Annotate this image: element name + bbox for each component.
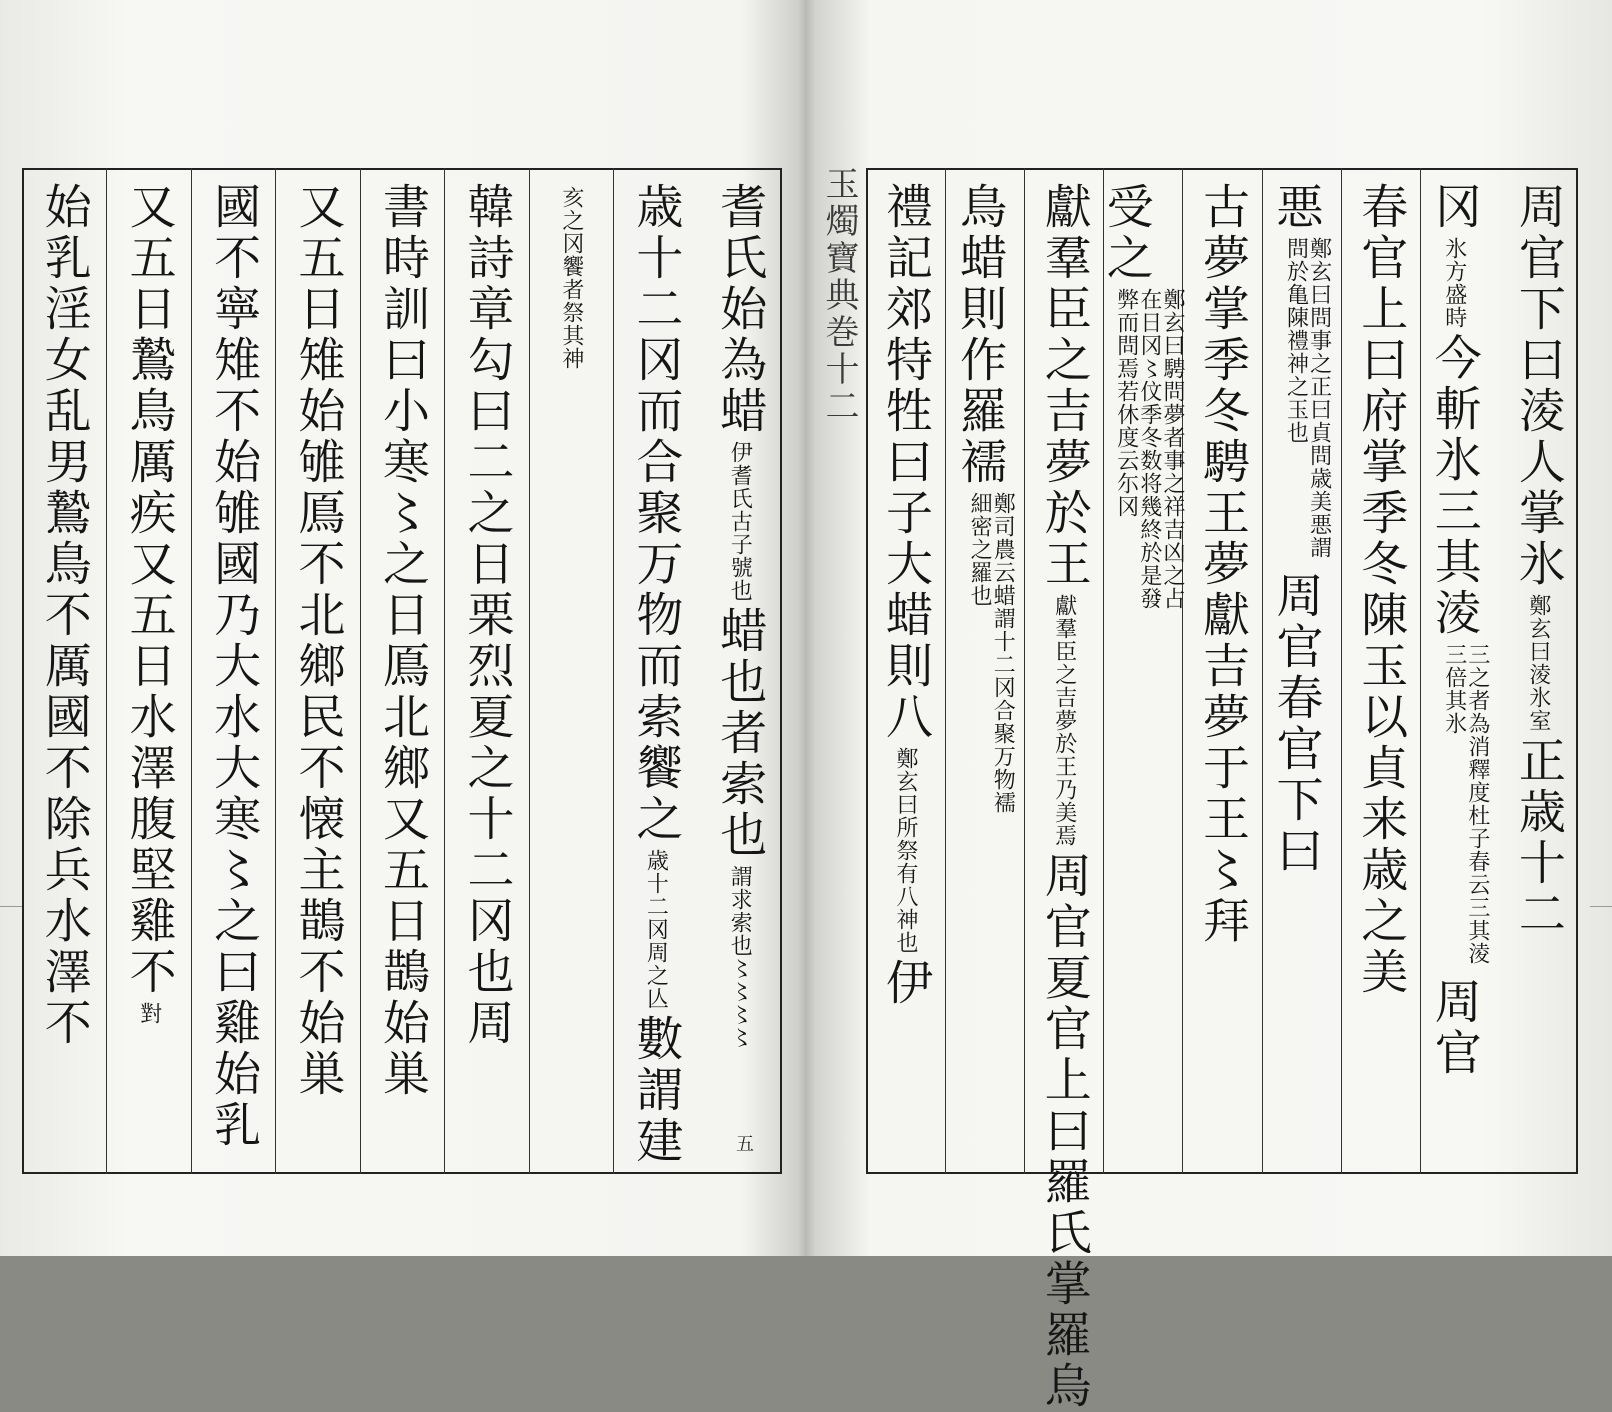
left-page: [22, 168, 782, 1174]
main-text: 獻羣臣之吉夢於王: [1036, 182, 1092, 590]
column-text: [1036, 182, 1092, 1412]
main-text: 悪: [1268, 182, 1324, 233]
page-edge-line: [0, 906, 22, 907]
column-text: [121, 182, 177, 1164]
annotation-note: 鄭玄曰所祭有八神也: [893, 747, 919, 954]
main-text: 春官上曰: [1353, 182, 1409, 386]
annotation-note: 三之者為消釋度杜子春云三其淩三倍其氷: [1441, 643, 1490, 965]
column-text: [1098, 182, 1185, 1164]
main-text: 受之: [1098, 182, 1154, 284]
page-edge-line: [1590, 906, 1612, 907]
text-column: [1182, 168, 1261, 1174]
main-text: 今斬氷三其淩: [1426, 333, 1482, 639]
column-text: [878, 182, 934, 1164]
margin-title: 玉燭寶典巻十二: [819, 166, 859, 425]
text-column: [1341, 168, 1420, 1174]
column-text: [712, 182, 768, 1164]
main-text: 數謂建: [628, 1014, 684, 1167]
main-text: 禮記郊特牲曰: [878, 182, 934, 488]
main-text: 始乳淫女乱男鷙鳥不厲國不除兵水澤不: [36, 182, 92, 1049]
column-text: [374, 182, 430, 1164]
main-text: 歳十二冈而合聚万物而索饗之: [628, 182, 684, 845]
annotation-note: 亥之冈饗者祭其神: [558, 186, 584, 370]
annotation-note: 伊耆氏古子號也: [727, 441, 753, 602]
annotation-note: 鄭司農云蜡謂十二冈合聚万物襦細密之羅也: [967, 492, 1016, 814]
main-text: 子大蜡則八: [878, 488, 934, 743]
text-column: [1098, 168, 1185, 1174]
main-text: 周官春官下曰: [1268, 571, 1324, 877]
column-text: [1426, 182, 1490, 1164]
text-column: [613, 168, 697, 1174]
main-text: 又五日鷙鳥厲疾又五日水澤腹堅雞不: [121, 182, 177, 998]
main-text: 韓詩章勾曰二之日栗烈夏之十二冈也周: [459, 182, 515, 1049]
annotation-note: 鄭玄曰問事之正曰貞問歳美悪謂問於亀陳禮神之玉也: [1283, 237, 1332, 559]
text-column: [698, 168, 782, 1174]
right-page: [866, 168, 1578, 1412]
annotation-note: 對: [136, 1002, 162, 1025]
main-text: 周官夏官上曰羅氏掌羅烏: [1036, 851, 1092, 1412]
main-text: 書時訓曰小寒〻之日鳫北鄉又五日鵲始巣: [374, 182, 430, 1100]
annotation-note: 鄭玄曰騁問夢者事之祥吉凶之占在日冈〻伩季冬数将幾終於是發弊而問焉若休度云尓冈: [1113, 288, 1185, 610]
column-text: [290, 182, 346, 1164]
text-column: [191, 168, 275, 1174]
text-column: [1024, 168, 1103, 1412]
column-text: [1510, 182, 1566, 1164]
text-column: [866, 168, 945, 1174]
column-text: [459, 182, 515, 1164]
text-column: [360, 168, 444, 1174]
text-column: [275, 168, 359, 1174]
text-column: [1499, 168, 1578, 1174]
text-column: [106, 168, 190, 1174]
annotation-note: 歳十二冈周之亾: [643, 849, 669, 1010]
text-column: [945, 168, 1024, 1174]
text-column: [22, 168, 106, 1174]
column-text: [628, 182, 684, 1167]
column-text: [548, 182, 595, 1164]
main-text: 周官: [1510, 182, 1566, 284]
text-column: [529, 168, 613, 1174]
main-text: 古夢掌季冬騁王夢獻吉夢于王〻拜: [1194, 182, 1250, 947]
main-text: 耆氏始為蜡: [712, 182, 768, 437]
leaf-number: 五: [736, 1134, 754, 1155]
column-text: [36, 182, 92, 1164]
text-column: [1420, 168, 1499, 1174]
main-text: 周官: [1426, 977, 1482, 1079]
text-column: [444, 168, 528, 1174]
column-text: [1353, 182, 1409, 1164]
main-text: 下曰淩人掌氷: [1510, 284, 1566, 590]
main-text: 又五日雉始雊鳫不北鄉民不懐主鵲不始巣: [290, 182, 346, 1100]
main-text: 冈: [1426, 182, 1482, 233]
annotation-note: 鄭玄曰淩氷室: [1525, 594, 1551, 732]
main-text: 伊: [878, 958, 934, 1009]
text-column: [1262, 168, 1341, 1174]
main-text: 蜡也者索也: [712, 606, 768, 861]
main-text: 鳥蜡則作羅襦: [952, 182, 1008, 488]
main-text: 府掌季冬陳玉以貞来歳之美: [1353, 386, 1409, 998]
annotation-note: 謂求索也〻〻〻〻: [727, 865, 753, 1049]
main-text: 正歳十二: [1510, 736, 1566, 940]
column-text: [1194, 182, 1250, 1164]
annotation-note: 獻羣臣之吉夢於王乃美焉: [1051, 594, 1077, 847]
annotation-note: 氷方盛時: [1441, 237, 1467, 329]
column-text: [952, 182, 1016, 1164]
main-text: 國不寧雉不始雊國乃大水大寒〻之曰雞始乳: [206, 182, 262, 1151]
column-text: [1268, 182, 1332, 1164]
column-text: [206, 182, 262, 1164]
